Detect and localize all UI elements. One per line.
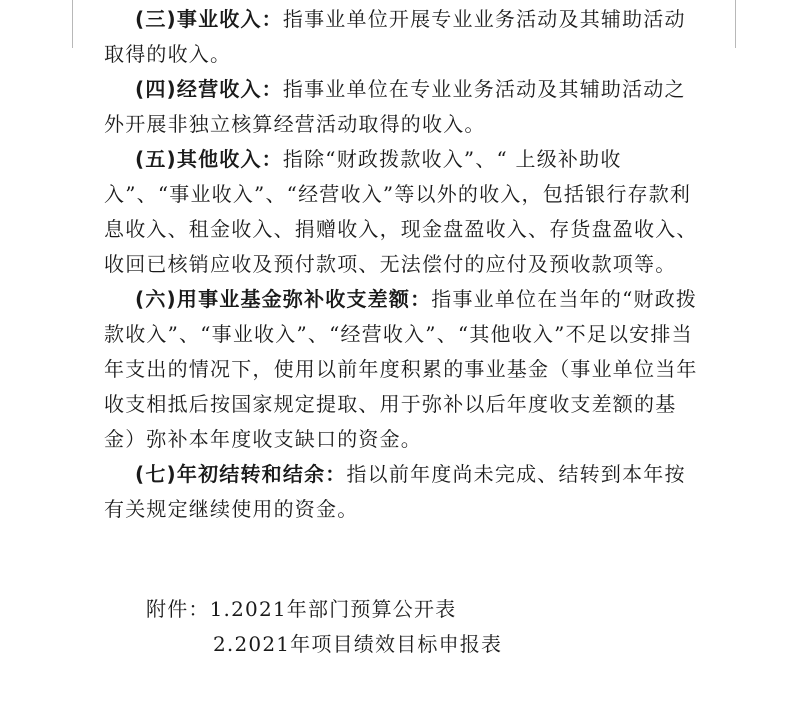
paragraph-other-income xyxy=(104,142,704,282)
page-border-left xyxy=(72,0,73,48)
page-border-right xyxy=(735,0,736,48)
attachments-label: 附件： xyxy=(146,597,210,621)
body-carryover: 指以前年度尚未完成、结转到本年按有关规定继续使用的资金。 xyxy=(104,462,686,521)
attachments-block xyxy=(146,592,502,662)
body-business-income: 指事业单位开展专业业务活动及其辅助活动取得的收入。 xyxy=(104,7,686,66)
paragraph-business-income xyxy=(104,2,704,72)
heading-carryover: (七)年初结转和结余： xyxy=(135,462,347,486)
body-fund-offset: 指事业单位在当年的“财政拨款收入”、“事业收入”、“经营收入”、“其他收入”不足以安排当年支出的情况下，使用以前年度积累的事业基金（事业单位当年收支相抵后按国家规定提取、用于弥补以后年度收支差额的基金）弥补本年度收支缺口的资金。 xyxy=(104,287,698,451)
attachment-row-2 xyxy=(146,627,502,662)
heading-operating-income: (四)经营收入： xyxy=(135,77,283,101)
paragraph-operating-income xyxy=(104,72,704,142)
attachment-item: 1.2021年部门预算公开表 xyxy=(209,597,457,621)
paragraph-fund-offset xyxy=(104,282,704,457)
paragraph-carryover xyxy=(104,457,704,527)
heading-business-income: (三)事业收入： xyxy=(135,7,283,31)
attachment-item: 2.2021年项目绩效目标申报表 xyxy=(213,632,503,656)
heading-fund-offset: (六)用事业基金弥补收支差额： xyxy=(135,287,432,311)
heading-other-income: (五)其他收入： xyxy=(135,147,283,171)
attachment-row-1 xyxy=(146,592,502,627)
body-other-income: 指除“财政拨款收入”、“ 上级补助收入”、“事业收入”、“经营收入”等以外的收入，包括银行存款利息收入、租金收入、捐赠收入，现金盘盈收入、存货盘盈收入、收回已核销应收及预付款项、无法偿付的应付及预收款项等。 xyxy=(104,147,698,276)
body-operating-income: 指事业单位在专业业务活动及其辅助活动之外开展非独立核算经营活动取得的收入。 xyxy=(104,77,686,136)
